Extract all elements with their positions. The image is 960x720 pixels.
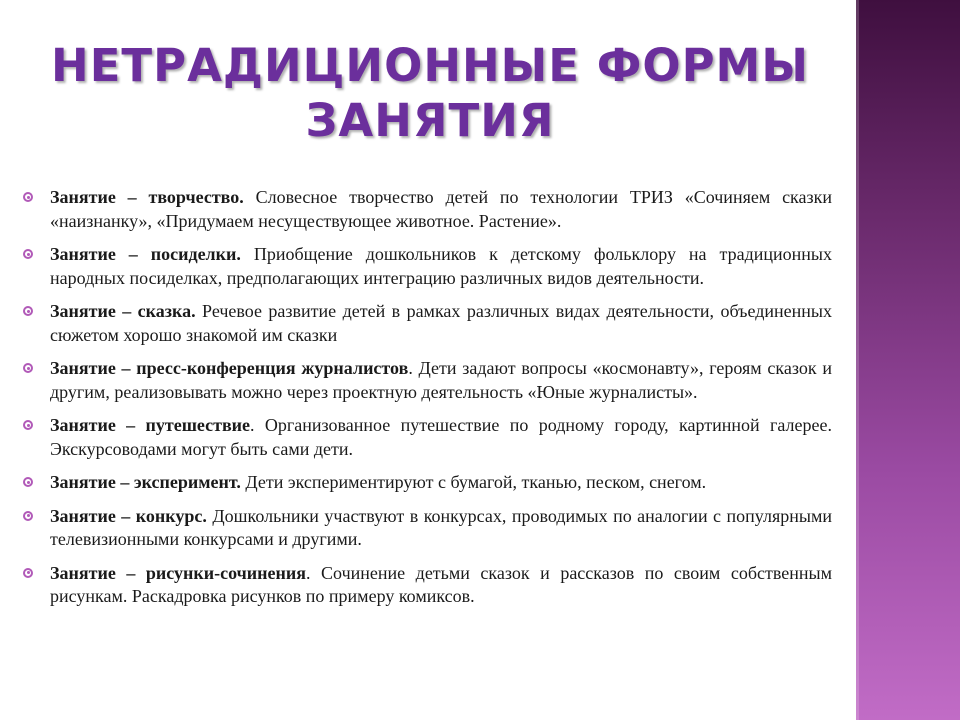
circle-bullet-icon (23, 511, 33, 521)
circle-bullet-icon (23, 420, 33, 430)
item-lead: Занятие – сказка. (50, 301, 196, 321)
list-item (20, 471, 832, 495)
item-text: . Сочинение детьми сказок и рассказов по своим собственным рисункам. Раскадровка рисунков по примеру комиксов. (50, 562, 832, 606)
decorative-side-band (856, 0, 960, 720)
item-lead: Занятие – пресс-конференция журналистов (50, 358, 409, 378)
item-lead: Занятие – посиделки. (50, 244, 241, 264)
circle-bullet-icon (23, 363, 33, 373)
list-item (20, 414, 832, 461)
item-text: Речевое развитие детей в рамках различных видах деятельности, объединенных сюжетом хорошо знакомой им сказки (50, 301, 833, 345)
item-lead: Занятие – путешествие (50, 415, 251, 435)
item-text: . Организованное путешествие по родному городу, картинной галерее. Экскурсоводами могут быть сами дети. (50, 415, 832, 459)
slide-title-line-1: НЕТРАДИЦИОННЫЕ ФОРМЫ (51, 39, 809, 92)
circle-bullet-icon (23, 249, 33, 259)
item-text: Дошкольники участвуют в конкурсах, проводимых по аналогии с популярными телевизионными конкурсами и другими. (50, 505, 832, 549)
list-item (20, 357, 832, 404)
list-item (20, 562, 832, 609)
circle-bullet-icon (23, 306, 33, 316)
item-text: Дети экспериментируют с бумагой, тканью, песком, снегом. (240, 472, 707, 492)
item-lead: Занятие – творчество. (50, 187, 244, 207)
list-item (20, 300, 832, 347)
item-text: . Дети задают вопросы «космонавту», героям сказок и другим, реализовывать можно через проектную деятельность «Юные журналисты». (50, 358, 832, 402)
item-text: Приобщение дошкольников к детскому фольклору на традиционных народных посиделках, предполагающих интеграцию различных видов деятельности. (50, 244, 832, 288)
slide-title (40, 38, 820, 148)
item-lead: Занятие – конкурс. (50, 505, 207, 526)
slide-title-line-2: ЗАНЯТИЯ (305, 94, 555, 147)
circle-bullet-icon (23, 477, 33, 487)
circle-bullet-icon (23, 568, 33, 578)
circle-bullet-icon (23, 192, 33, 202)
list-item (20, 243, 832, 290)
list-item (20, 186, 832, 233)
item-text: Словесное творчество детей по технологии ТРИЗ «Сочиняем сказки «наизнанку», «Придумаем несуществующее животное. Растение». (50, 187, 833, 231)
list-item (20, 505, 832, 552)
item-lead: Занятие – рисунки-сочинения (50, 562, 306, 583)
item-lead: Занятие – эксперимент. (50, 472, 241, 492)
forms-list (20, 186, 832, 619)
